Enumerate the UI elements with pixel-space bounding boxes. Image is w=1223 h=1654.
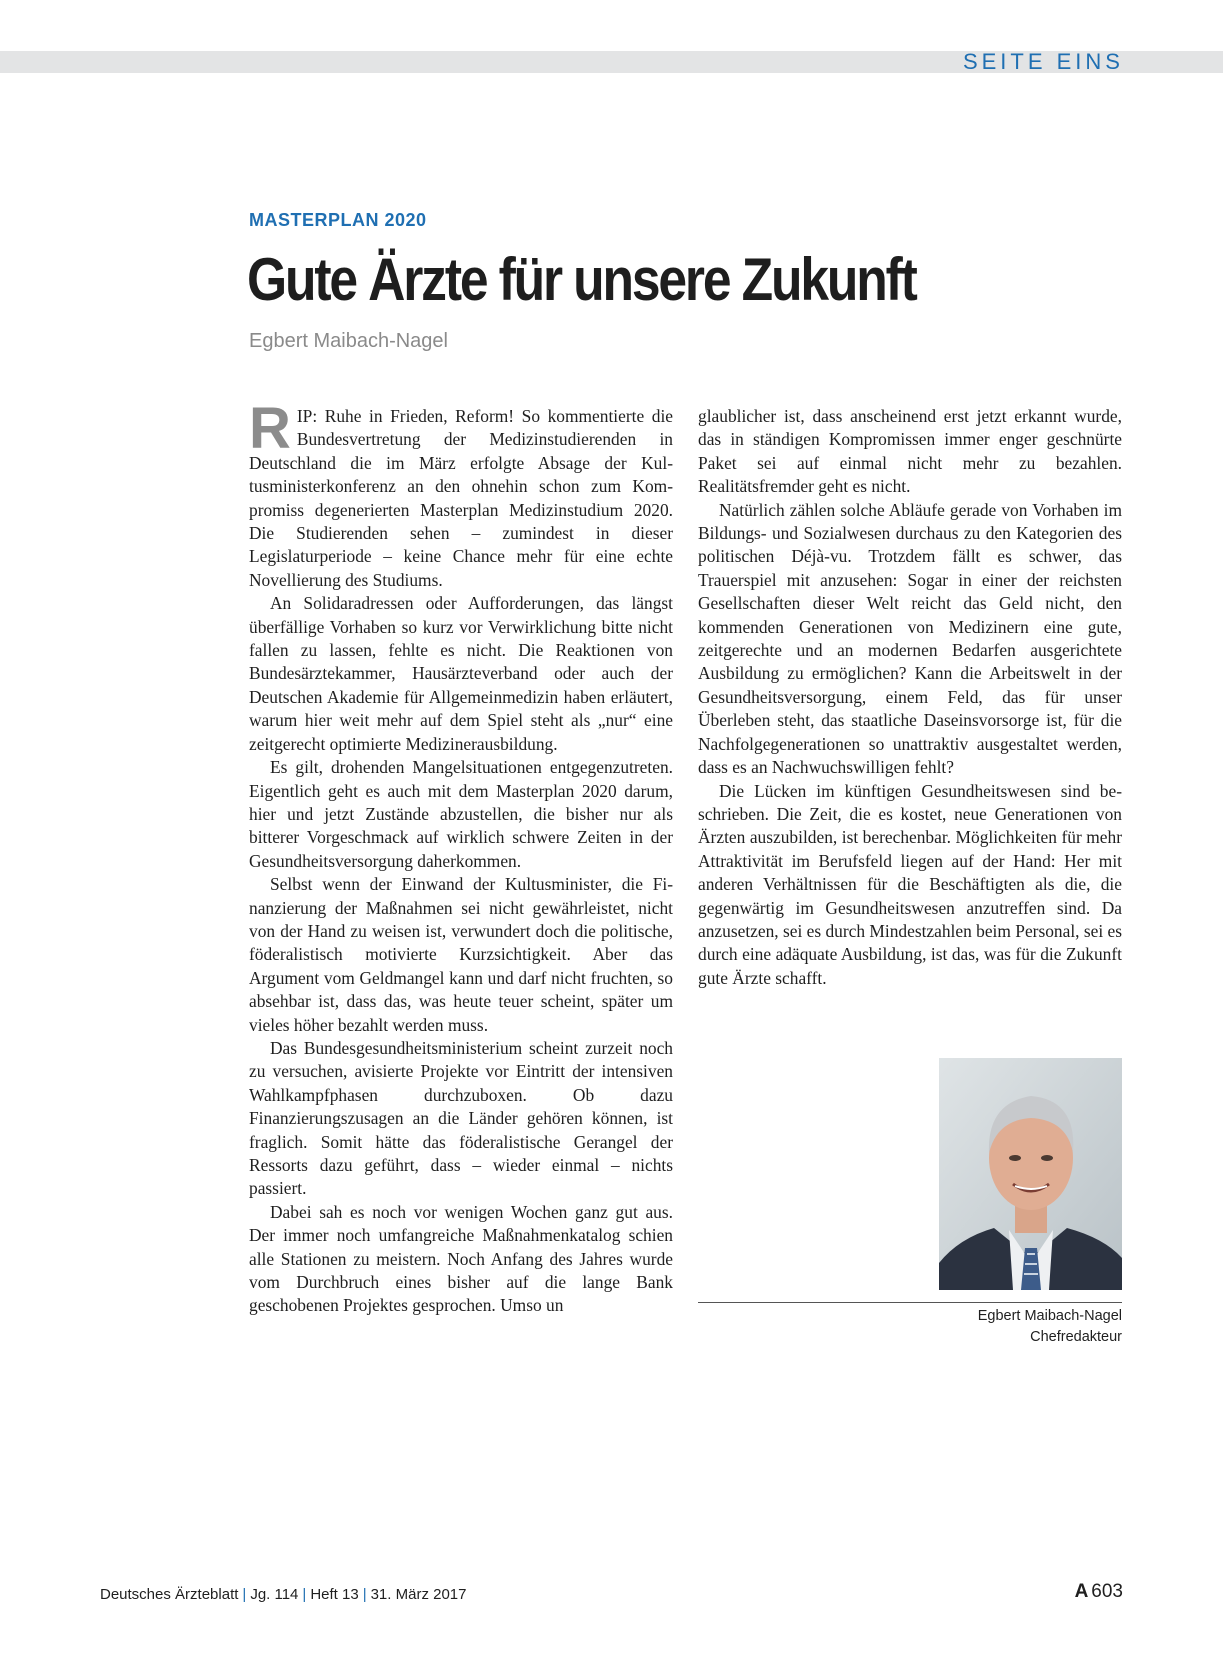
article-kicker: MASTERPLAN 2020 xyxy=(249,210,427,230)
paragraph: An Solidaradressen oder Aufforderungen, das längst überfällige Vorhaben so kurz vor Verwirklichung bitte nicht fallen zu lassen, fehlte es nicht. Die Reaktionen von Bundesärztekammer, Hausärzteverband oder auch der Deutschen Akademie für Allgemeinmedizin haben erläutert, warum hier weit mehr auf dem Spiel steht als „nur“ eine zeitgerecht optimierte Medizinerausbildung. xyxy=(249,593,673,754)
article-column-right xyxy=(698,405,1122,990)
footer-publication-info xyxy=(100,1586,466,1603)
article-column-left xyxy=(249,396,673,1318)
footer-publication: Deutsches Ärzteblatt xyxy=(100,1586,239,1603)
paragraph: Das Bundesgesundheitsministerium scheint zurzeit noch zu versuchen, avisierte Projekte vor Eintritt der intensiven Wahlkampfphasen durchzuboxen. Ob dazu Finanzierungszusagen an die Länder gehören können, ist fraglich. Somit hätte das föderalistische Gerangel der Ressorts dazu geführt, dass – wieder einmal – nichts passiert. xyxy=(249,1037,673,1199)
page-number-value: 603 xyxy=(1091,1581,1123,1602)
article-author: Egbert Maibach-Nagel xyxy=(249,330,448,352)
paragraph: glaublicher ist, dass anscheinend erst jetzt erkannt wurde, das in ständigen Kompromissen immer enger geschnürte Paket sei auf einmal nicht mehr zu bezahlen. Realitätsfremder geht es nicht. xyxy=(698,406,1122,497)
photo-caption xyxy=(978,1306,1122,1348)
drop-cap: R xyxy=(249,396,291,461)
paragraph: Selbst wenn der Einwand der Kultusminister, die Finanzierung der Maßnahmen sei nicht gewährleistet, nicht von der Hand zu weisen ist, verwundert doch die politische, föderalistisch motivierte Kurzsichtigkeit. Aber das Argument vom Geldmangel kann und darf nicht fruchten, so absehbar ist, dass das, was heute teuer scheint, später um vieles höher bezahlt werden muss. xyxy=(249,874,673,1035)
section-label: SEITE EINS xyxy=(962,49,1124,74)
footer-issue: Heft 13 xyxy=(310,1586,359,1603)
footer-volume: Jg. 114 xyxy=(250,1586,299,1603)
author-portrait-icon xyxy=(939,1058,1122,1290)
author-photo xyxy=(939,1058,1122,1290)
caption-role: Chefredakteur xyxy=(1030,1329,1122,1345)
article-title: Gute Ärzte für unsere Zukunft xyxy=(247,246,916,313)
caption-divider xyxy=(698,1302,1122,1303)
page-number xyxy=(1075,1581,1123,1603)
page-letter: A xyxy=(1074,1581,1089,1602)
paragraph: Es gilt, drohenden Mangelsituationen entgegenzutreten. Eigentlich geht es auch mit dem Masterplan 2020 darum, hier und jetzt Zustände abzustellen, die bisher nur als bitterer Vorgeschmack auf wirklich schwere Zeiten in der Gesundheitsversorgung daherkommen. xyxy=(249,757,673,871)
footer-separator: | xyxy=(302,1586,307,1603)
footer-separator: | xyxy=(362,1586,367,1603)
caption-name: Egbert Maibach-Nagel xyxy=(977,1308,1122,1324)
footer-separator: | xyxy=(242,1586,247,1603)
paragraph: Natürlich zählen solche Abläufe gerade von Vorhaben im Bildungs- und Sozialwesen durchaus zu den Kategorien des politischen Déjà-vu. Trotzdem fällt es schwer, das Trauerspiel mit anzusehen: Sogar in einer der reichsten Gesellschaften dieser Welt reicht das Geld nicht, den kommenden Generationen von Medizinern eine gute, zeitgerechte und an modernen Bedarfen ausgerichtete Ausbildung zu ermöglichen? Kann die Arbeitswelt in der Gesundheitsversorgung, einem Feld, das für unser Überleben steht, das staatliche Daseinsvorsorge ist, für die Nachfolgegenerationen so unattraktiv ausgestaltet werden, dass es an Nachwuchswilligen fehlt? xyxy=(698,499,1122,778)
paragraph: Dabei sah es noch vor wenigen Wochen ganz gut aus. Der immer noch umfangreiche Maßnahmenkatalog schien alle Stationen zu meistern. Noch Anfang des Jahres wurde vom Durchbruch eines bisher auf die lange Bank geschobenen Projektes gesprochen. Umso un xyxy=(249,1201,673,1316)
paragraph: RIP: Ruhe in Frieden, Reform! So kommentierte die Bundesvertretung der Medizinstudierenden in Deutschland die im März erfolgte Absage der Kultusministerkonferenz an den ohnehin schon zum Kompromiss degenerierten Masterplan Medizinstudium 2020. Die Studierenden sehen – zumindest in dieser Legislaturperiode – keine Chance mehr für eine echte Novellierung des Studiums. xyxy=(249,396,673,590)
footer-date: 31. März 2017 xyxy=(370,1586,467,1603)
paragraph: Die Lücken im künftigen Gesundheitswesen sind beschrieben. Die Zeit, die es kostet, neue Generationen von Ärzten auszubilden, ist berechenbar. Möglichkeiten für mehr Attraktivität im Berufsfeld liegen auf der Hand: Her mit anderen Verhältnissen für die Beschäftigten als die, die gegenwärtig im Gesundheitswesen anzutreffen sind. Da anzusetzen, sei es durch Mindestzahlen beim Personal, sei es durch eine adäquate Ausbildung, ist das, was für die Zukunft gute Ärzte schafft. xyxy=(698,780,1123,988)
